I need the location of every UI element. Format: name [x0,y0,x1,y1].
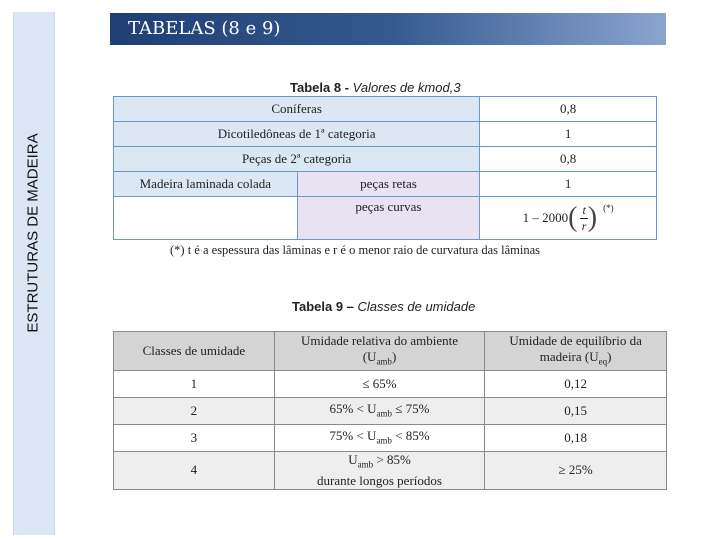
header-c2-pre: (U [362,348,377,364]
amb-sub: amb [376,435,392,446]
table8-label: Coníferas [114,97,480,122]
equilibrio-cell: 0,18 [485,425,667,452]
amb-post: ≤ 75% [392,400,430,416]
header-c2-line1: Umidade relativa do ambiente [300,332,459,348]
table9-caption [292,299,475,314]
table-row [114,122,657,147]
header-c2-post: ) [391,348,397,364]
table8-label: Dicotiledôneas de 1ª categoria [114,122,480,147]
table8-footnote: (*) t é a espessura das lâminas e r é o menor raio de curvatura das lâminas [170,243,540,257]
paren-right: ) [587,202,598,233]
table8-curvas-formula [480,197,657,240]
table9-caption-bold: Tabela 9 – [292,299,354,314]
title-bar [110,13,666,45]
table8-caption-bold: Tabela 8 - [290,80,350,95]
table8-retas-value: 1 [480,172,657,197]
header-c3-sub: eq [598,356,608,367]
table-row [114,172,657,197]
ambiente-cell [274,425,485,452]
table9 [113,331,667,490]
table-row [114,371,667,398]
header-umidade-relativa [274,332,485,371]
table-row [114,452,667,490]
ambiente-cell [274,398,485,425]
amb-post: < 85% [391,427,430,443]
sidebar-label: ESTRUTURAS DE MADEIRA [24,133,42,333]
amb-sub: amb [357,459,374,470]
ambiente-cell [274,452,485,490]
amb-sub: amb [376,408,393,419]
amb-pre: U [348,452,358,467]
table-row [114,398,667,425]
classe-cell: 1 [114,371,275,398]
table8-caption [290,80,461,95]
equilibrio-cell: 0,15 [485,398,667,425]
formula-fraction [580,203,587,234]
equilibrio-cell: 0,12 [485,371,667,398]
page-title: TABELAS (8 e 9) [128,18,281,39]
table-row [114,147,657,172]
header-c3-post: ) [607,348,612,364]
paren-left: ( [568,202,578,233]
ambiente-cell: ≤ 65% [274,371,485,398]
curvature-formula [523,203,614,234]
header-classes: Classes de umidade [114,332,275,371]
table8 [113,96,657,240]
table8-retas-label: peças retas [297,172,480,197]
classe-cell: 3 [114,425,275,452]
amb-line2: durante longos períodos [317,472,442,488]
table8-label: Peças de 2ª categoria [114,147,480,172]
header-c3-line1: Umidade de equilíbrio da [509,332,642,348]
header-c3-pre: madeira (U [539,348,599,364]
formula-denominator: r [581,218,587,233]
amb-pre: 75% < U [329,427,377,443]
table-row [114,97,657,122]
table8-value: 0,8 [480,97,657,122]
equilibrio-cell: ≥ 25% [485,452,667,490]
classe-cell: 4 [114,452,275,490]
classe-cell: 2 [114,398,275,425]
header-umidade-equilibrio [485,332,667,371]
table8-curvas-label: peças curvas [297,197,480,240]
amb-pre: 65% < U [329,400,377,416]
amb-post: > 85% [373,452,411,467]
table8-caption-italic: Valores de kmod,3 [352,80,461,95]
table8-empty-cell [114,197,298,240]
table-row [114,197,657,240]
table-row [114,425,667,452]
header-c2-sub: amb [376,356,392,367]
table8-mlc-label: Madeira laminada colada [114,172,298,197]
formula-footnote-mark: (*) [603,202,614,213]
formula-prefix: 1 – 2000 [522,210,569,225]
formula-numerator: t [582,202,586,217]
table9-caption-italic: Classes de umidade [357,299,476,314]
table8-value: 1 [480,122,657,147]
table8-value: 0,8 [480,147,657,172]
table-header-row [114,332,667,371]
